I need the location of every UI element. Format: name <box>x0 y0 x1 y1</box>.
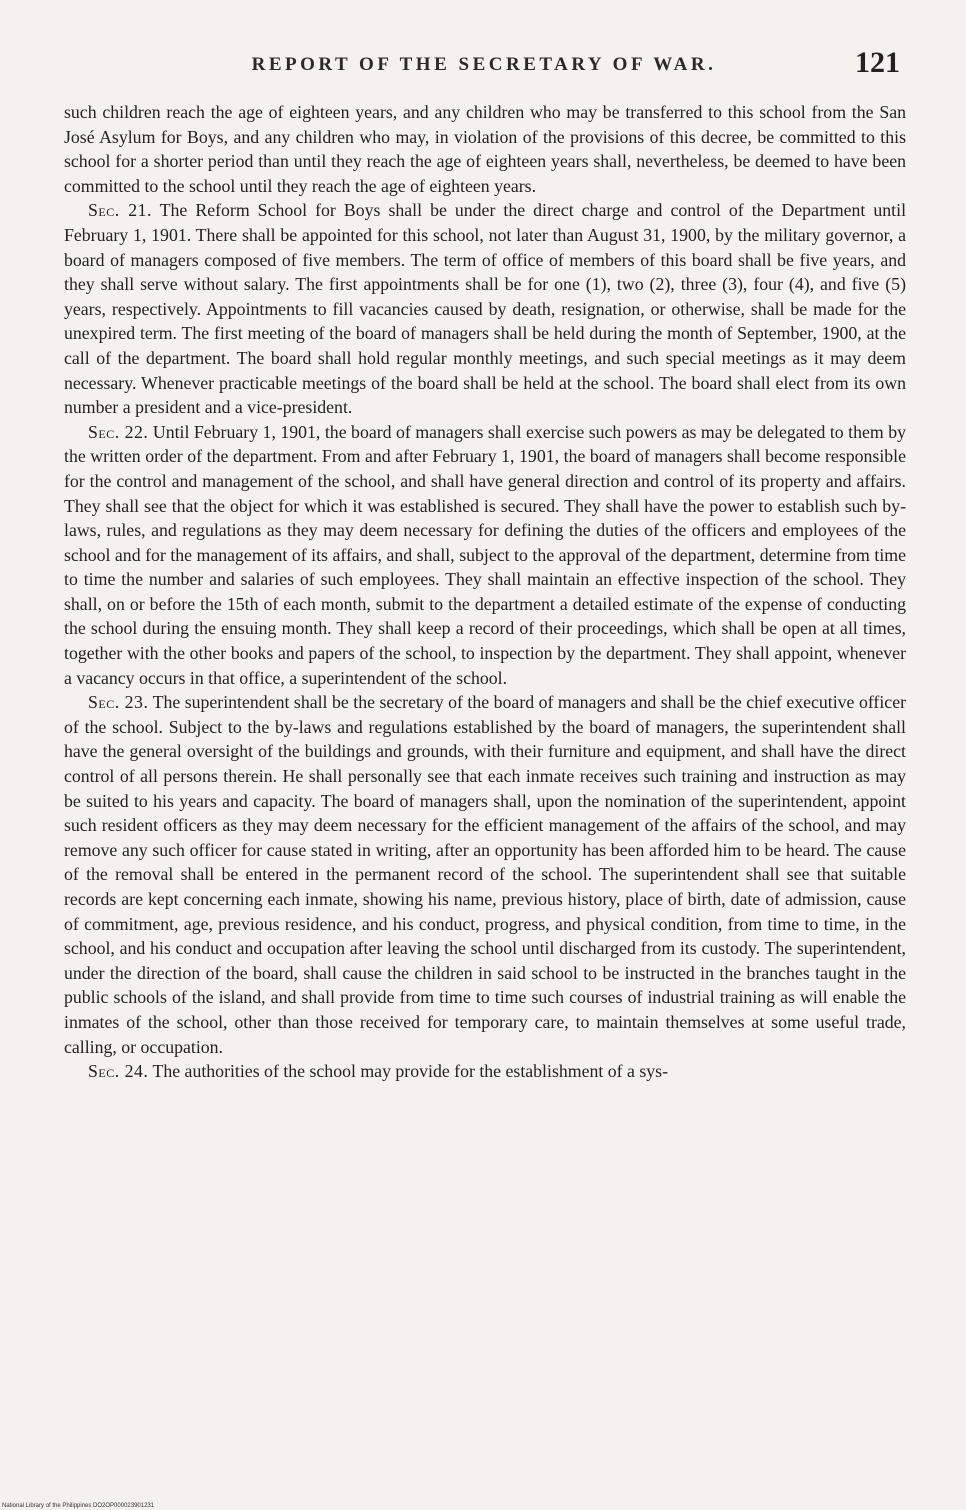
page-number: 121 <box>855 46 900 79</box>
paragraph-sec-24 <box>64 1059 906 1084</box>
body-text <box>64 100 906 1084</box>
paragraph-sec-21 <box>64 198 906 419</box>
section-label: Sec. 21. <box>88 200 152 221</box>
running-header <box>64 46 904 86</box>
section-label: Sec. 24. <box>88 1061 149 1082</box>
paragraph-text: Until February 1, 1901, the board of managers shall exercise such powers as may be delegated to them by the written order of the department. From and after February 1, 1901, the board of managers shall become responsible for the control and management of the school, and shall have general direction and control of its property and affairs. They shall see that the object for which it was established is secured. They shall have the power to establish such by-laws, rules, and regulations as they may deem necessary for defining the duties of the officers and employees of the school and for the management of its affairs, and shall, subject to the approval of the department, determine from time to time the number and salaries of such employees. They shall maintain an effective inspection of the school. They shall, on or before the 15th of each month, submit to the department a detailed estimate of the expense of conducting the school during the ensuing month. They shall keep a record of their proceedings, which shall be open at all times, together with the other books and papers of the school, to inspection by the department. They shall appoint, whenever a vacancy occurs in that office, a superintendent of the school. <box>64 421 906 688</box>
section-label: Sec. 23. <box>88 692 149 713</box>
paragraph-sec-23 <box>64 690 906 1059</box>
paragraph-text: The authorities of the school may provide for the establishment of a sys- <box>152 1061 668 1082</box>
paragraph-text: The Reform School for Boys shall be under the direct charge and control of the Department until February 1, 1901. There shall be appointed for this school, not later than August 31, 1900, by the military governor, a board of managers composed of five members. The term of office of members of this board shall be five years, and they shall serve without salary. The first appointments shall be for one (1), two (2), three (3), four (4), and five (5) years, respectively. Appointments to fill vacancies caused by death, resignation, or otherwise, shall be made for the unexpired term. The first meeting of the board of managers shall be held during the month of September, 1900, at the call of the department. The board shall hold regular monthly meetings, and such special meetings as it may deem necessary. Whenever practicable meetings of the board shall be held at the school. The board shall elect from its own number a president and a vice-president. <box>64 200 907 418</box>
page-title: REPORT OF THE SECRETARY OF WAR. <box>251 54 717 75</box>
paragraph-sec-22 <box>64 420 906 691</box>
scan-caption: National Library of the Philippines DO2OP000023901231 <box>2 1503 155 1509</box>
paragraph-text: such children reach the age of eighteen years, and any children who may be transferred to this school from the San José Asylum for Boys, and any children who may, in violation of the provisions of this decree, be committed to this school for a shorter period than until they reach the age of eighteen years shall, nevertheless, be deemed to have been committed to the school until they reach the age of eighteen years. <box>64 102 906 196</box>
paragraph-continuation <box>64 100 906 198</box>
paragraph-text: The superintendent shall be the secretary of the board of managers and shall be the chief executive officer of the school. Subject to the by-laws and regulations established by the board of managers, the superintendent shall have the general oversight of the buildings and grounds, with their furniture and equipment, and shall have the direct control of all persons therein. He shall personally see that each inmate receives such training and instruction as may be suited to his years and capacity. The board of managers shall, upon the nomination of the superintendent, appoint such resident officers as they may deem necessary for the efficient management of the affairs of the school, and may remove any such officer for cause stated in writing, after an opportunity has been afforded him to be heard. The cause of the removal shall be entered in the permanent record of the school. The superintendent shall see that suitable records are kept concerning each inmate, showing his name, previous history, place of birth, date of admission, cause of commitment, age, previous residence, and his conduct, progress, and physical condition, from time to time, in the school, and his conduct and occupation after leaving the school until discharged from its custody. The superintendent, under the direction of the board, shall cause the children in said school to be instructed in the branches taught in the public schools of the island, and shall provide from time to time such courses of industrial training as will enable the inmates of the school, other than those received for temporary care, to maintain themselves at some useful trade, calling, or occupation. <box>64 692 907 1057</box>
section-label: Sec. 22. <box>88 421 149 442</box>
